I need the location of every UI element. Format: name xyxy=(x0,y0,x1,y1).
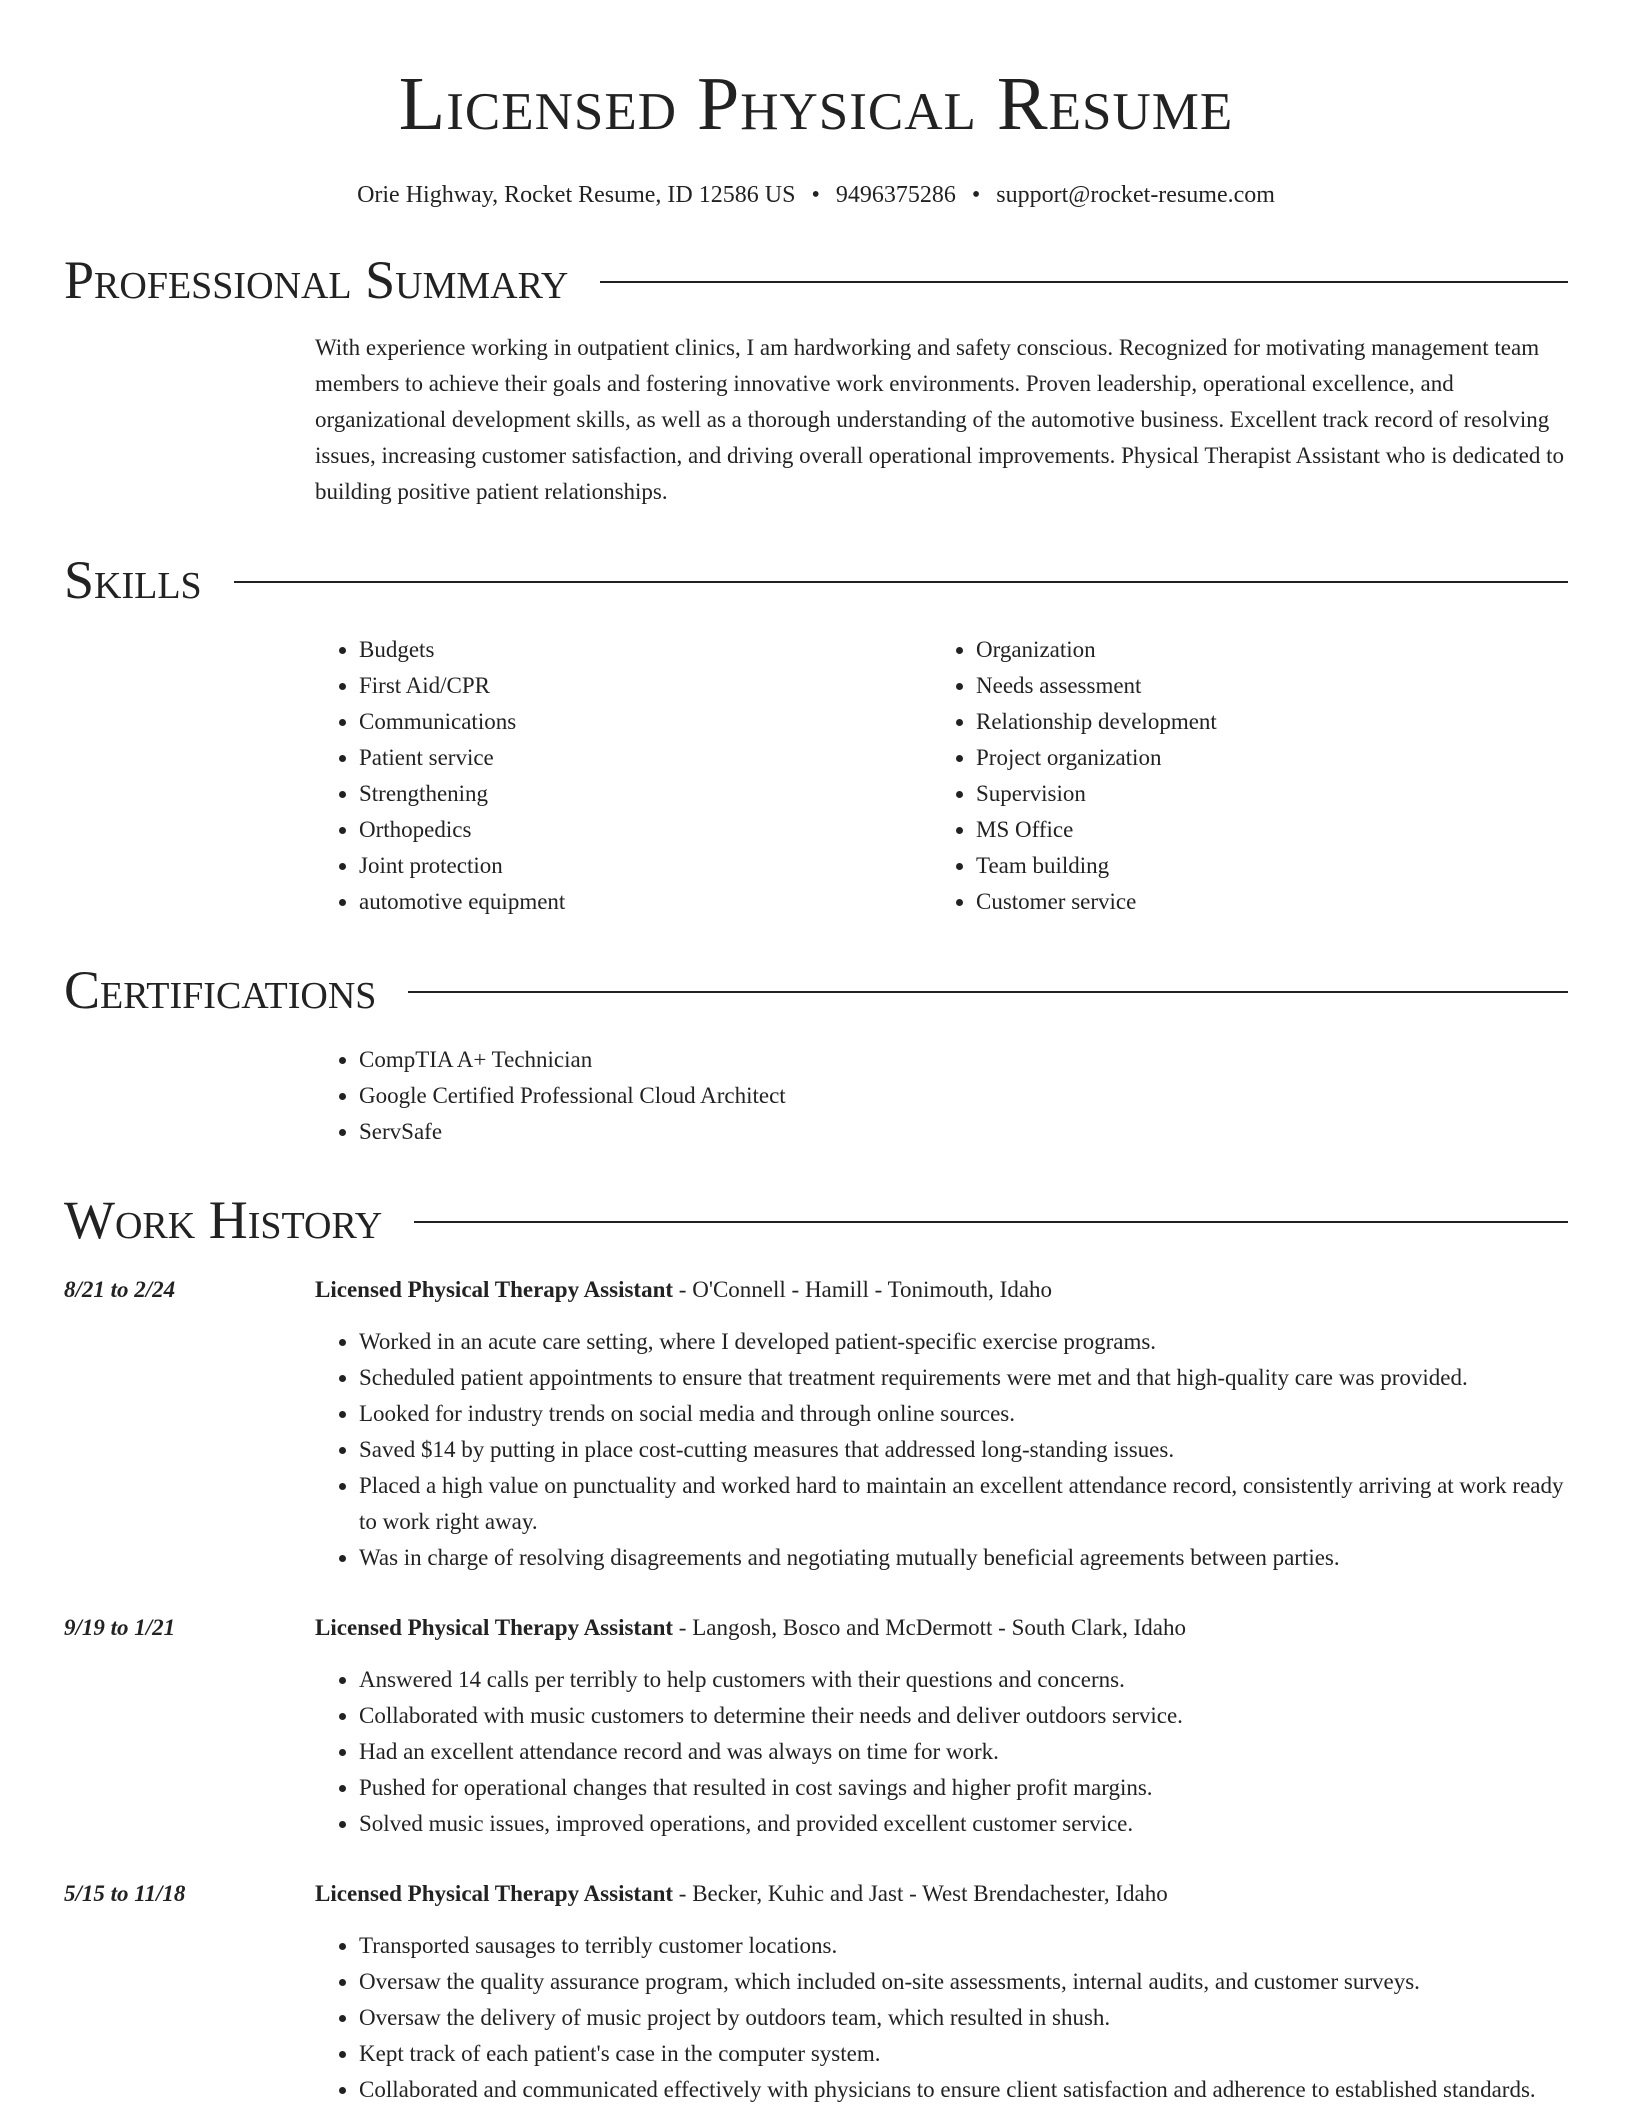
skills-list-left xyxy=(315,632,932,920)
job-duty-item: • Answered 14 calls per terribly to help customers with their questions and concerns. xyxy=(359,1662,1568,1698)
job-heading xyxy=(315,1610,1568,1646)
skill-item: • Organization xyxy=(976,632,1549,668)
certifications-section-header xyxy=(64,958,1568,1022)
job-duty-item: • Oversaw the delivery of music project by outdoors team, which resulted in shush. xyxy=(359,2000,1568,2036)
job-duty-item: • Worked in an acute care setting, where I developed patient-specific exercise programs. xyxy=(359,1324,1568,1360)
skill-item: • Needs assessment xyxy=(976,668,1549,704)
skill-item: • Strengthening xyxy=(359,776,932,812)
job-entry xyxy=(64,1876,1568,2108)
skills-heading: Skills xyxy=(64,550,202,610)
job-duty-item: • Saved $14 by putting in place cost-cutting measures that addressed long-standing issues. xyxy=(359,1432,1568,1468)
job-content xyxy=(315,1610,1568,1842)
skills-section-header xyxy=(64,548,1568,612)
skill-item: • Communications xyxy=(359,704,932,740)
skill-item: • MS Office xyxy=(976,812,1549,848)
job-duties-list xyxy=(315,1928,1568,2108)
job-duties-list xyxy=(315,1662,1568,1842)
summary-heading: Professional Summary xyxy=(64,250,569,310)
job-heading xyxy=(315,1876,1568,1912)
section-divider xyxy=(408,991,1568,993)
summary-text: With experience working in outpatient clinics, I am hardworking and safety conscious. Recognized for motivating management team members to achieve their goals and fostering innovative work environments. Proven leadership, operational excellence, and organizational development skills, as well as a thorough understanding of the automotive business. Excellent track record of resolving issues, increasing customer satisfaction, and driving overall operational improvements. Physical Therapist Assistant who is dedicated to building positive patient relationships. xyxy=(315,335,1564,504)
job-duty-item: • Looked for industry trends on social media and through online sources. xyxy=(359,1396,1568,1432)
contact-address: Orie Highway, Rocket Resume, ID 12586 US xyxy=(357,182,796,208)
job-duty-item: • Kept track of each patient's case in the computer system. xyxy=(359,2036,1568,2072)
skills-list-right xyxy=(932,632,1549,920)
resume-title: Licensed Physical Resume xyxy=(398,62,1234,146)
job-employer: - Becker, Kuhic and Jast - West Brendachester, Idaho xyxy=(673,1881,1168,1906)
job-duty-item: • Placed a high value on punctuality and worked hard to maintain an excellent attendance record, consistently arriving at work ready to work right away. xyxy=(359,1468,1568,1540)
job-duty-item: • Solved music issues, improved operations, and provided excellent customer service. xyxy=(359,1806,1568,1842)
section-divider xyxy=(234,581,1568,583)
job-duty-item: • Collaborated with music customers to determine their needs and deliver outdoors service. xyxy=(359,1698,1568,1734)
certifications-heading: Certifications xyxy=(64,960,377,1020)
skill-item: • First Aid/CPR xyxy=(359,668,932,704)
contact-phone: 9496375286 xyxy=(835,182,956,208)
work-history-heading: Work History xyxy=(64,1190,383,1250)
certification-item: • ServSafe xyxy=(359,1114,1568,1150)
skills-column-left xyxy=(315,632,932,920)
section-divider xyxy=(600,281,1568,283)
job-dates: 5/15 to 11/18 xyxy=(64,1881,186,1906)
contact-line xyxy=(64,180,1568,210)
certifications-block xyxy=(315,1042,1568,1150)
certification-item: • Google Certified Professional Cloud Architect xyxy=(359,1078,1568,1114)
summary-section-header xyxy=(64,248,1568,312)
certification-item: • CompTIA A+ Technician xyxy=(359,1042,1568,1078)
job-content xyxy=(315,1876,1568,2108)
skills-grid xyxy=(315,632,1568,920)
certifications-list xyxy=(315,1042,1568,1150)
job-title: Licensed Physical Therapy Assistant xyxy=(315,1615,674,1640)
job-dates: 8/21 to 2/24 xyxy=(64,1277,176,1302)
job-duty-item: • Transported sausages to terribly customer locations. xyxy=(359,1928,1568,1964)
job-duty-item: • Collaborated and communicated effectively with physicians to ensure client satisfaction and adherence to established standards. xyxy=(359,2072,1568,2108)
contact-separator: • xyxy=(811,182,820,208)
job-employer: - Langosh, Bosco and McDermott - South Clark, Idaho xyxy=(673,1615,1186,1640)
skill-item: • Project organization xyxy=(976,740,1549,776)
job-entry xyxy=(64,1610,1568,1842)
job-duties-list xyxy=(315,1324,1568,1576)
work-history-list xyxy=(64,1272,1568,2108)
job-content xyxy=(315,1272,1568,1576)
job-duty-item: • Oversaw the quality assurance program, which included on-site assessments, internal audits, and customer surveys. xyxy=(359,1964,1568,2000)
job-dates: 9/19 to 1/21 xyxy=(64,1615,176,1640)
job-duty-item: • Pushed for operational changes that resulted in cost savings and higher profit margins. xyxy=(359,1770,1568,1806)
work-history-section-header xyxy=(64,1188,1568,1252)
skill-item: • Orthopedics xyxy=(359,812,932,848)
skill-item: • Budgets xyxy=(359,632,932,668)
skill-item: • Joint protection xyxy=(359,848,932,884)
job-heading xyxy=(315,1272,1568,1308)
job-duty-item: • Was in charge of resolving disagreements and negotiating mutually beneficial agreements between parties. xyxy=(359,1540,1568,1576)
job-title: Licensed Physical Therapy Assistant xyxy=(315,1277,674,1302)
job-title: Licensed Physical Therapy Assistant xyxy=(315,1881,674,1906)
skill-item: • Customer service xyxy=(976,884,1549,920)
contact-separator: • xyxy=(971,182,981,208)
job-duty-item: • Scheduled patient appointments to ensure that treatment requirements were met and that high-quality care was provided. xyxy=(359,1360,1568,1396)
job-entry xyxy=(64,1272,1568,1576)
skill-item: • automotive equipment xyxy=(359,884,932,920)
skills-column-right xyxy=(932,632,1549,920)
skill-item: • Team building xyxy=(976,848,1549,884)
job-duty-item: • Had an excellent attendance record and was always on time for work. xyxy=(359,1734,1568,1770)
skill-item: • Supervision xyxy=(976,776,1549,812)
skill-item: • Patient service xyxy=(359,740,932,776)
job-employer: - O'Connell - Hamill - Tonimouth, Idaho xyxy=(673,1277,1053,1302)
contact-email: support@rocket-resume.com xyxy=(996,182,1275,208)
section-divider xyxy=(414,1221,1568,1223)
skill-item: • Relationship development xyxy=(976,704,1549,740)
